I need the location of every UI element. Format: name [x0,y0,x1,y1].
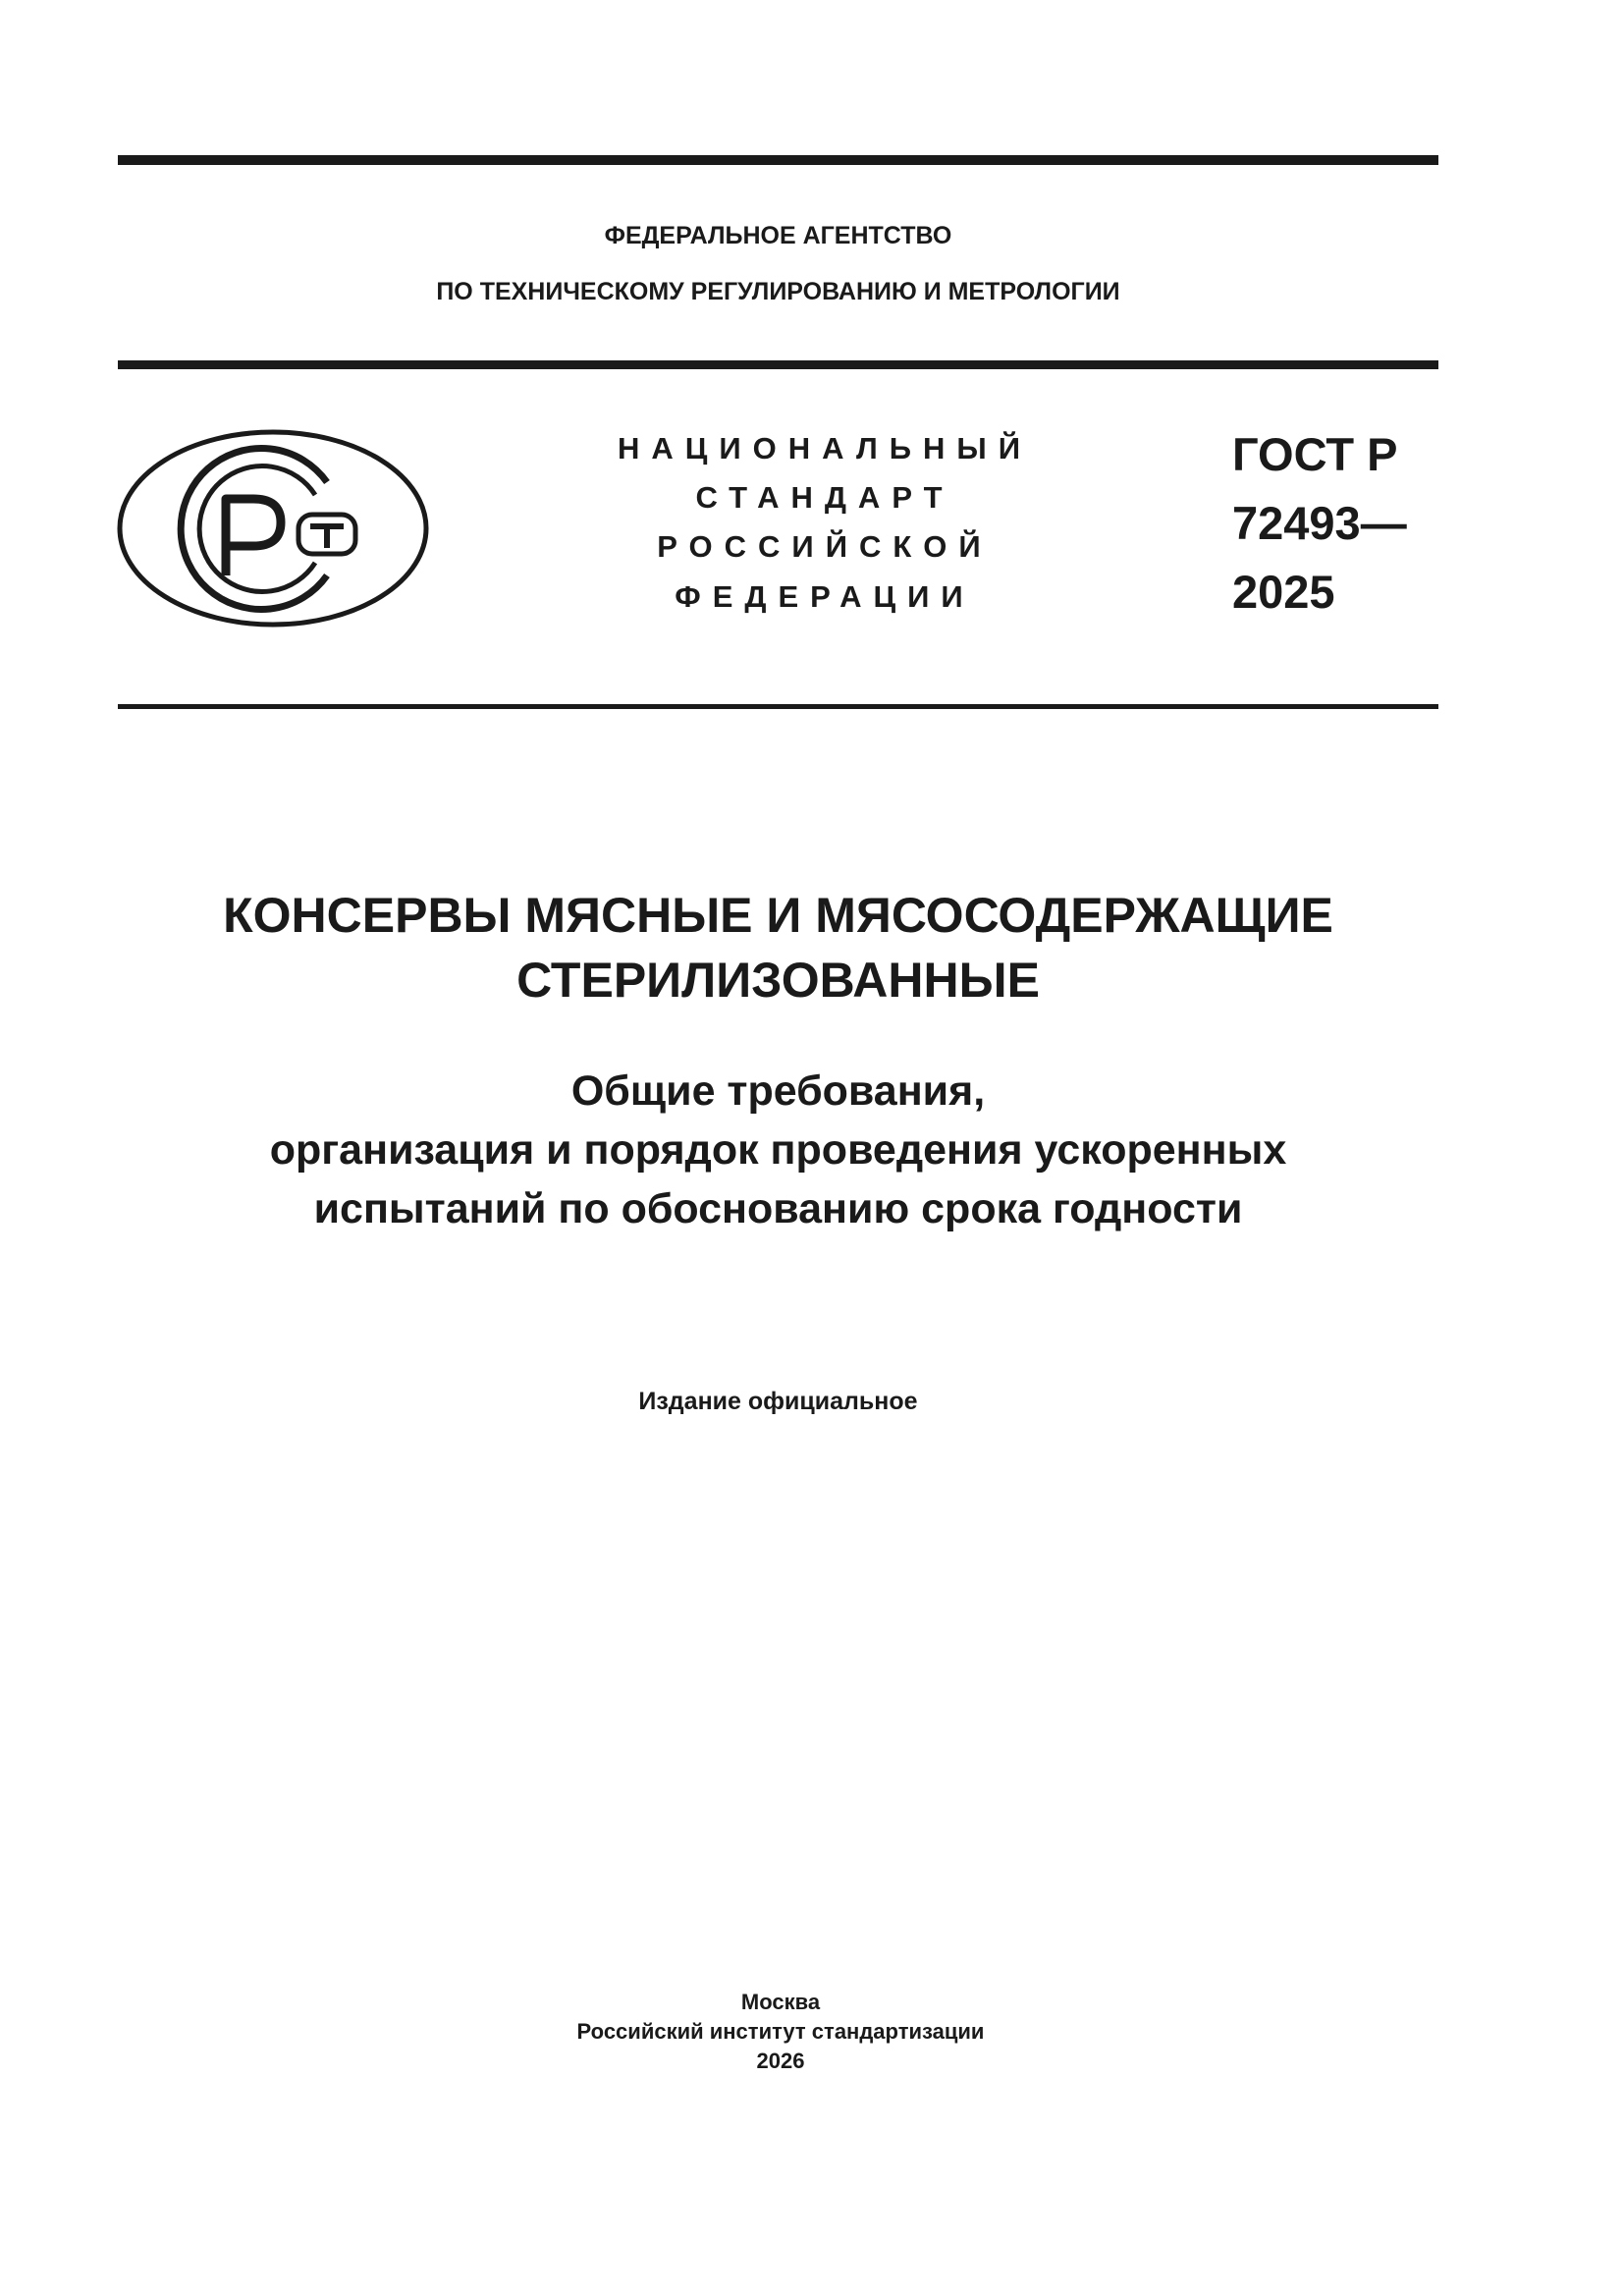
standard-type-line4: ФЕДЕРАЦИИ [675,579,975,614]
top-rule [118,155,1438,165]
designation-line1: ГОСТ Р [1232,428,1398,480]
document-subtitle-line2: организация и порядок проведения ускоренных [269,1126,1287,1174]
bottom-rule [118,704,1438,709]
standard-type-line3: РОССИЙСКОЙ [657,529,993,564]
agency-name-line1: ФЕДЕРАЛЬНОЕ АГЕНТСТВО [604,222,952,249]
document-subtitle-line1: Общие требования, [570,1067,986,1115]
standard-designation [1232,420,1407,627]
edition-label: Издание официальное [638,1388,918,1415]
document-title-line2: СТЕРИЛИЗОВАННЫЕ [516,953,1040,1008]
footer-publisher: Российский институт стандартизации [576,2019,985,2044]
standard-type-line2: СТАНДАРТ [695,480,954,515]
footer-city: Москва [740,1990,821,2014]
document-subtitle-line3: испытаний по обоснованию срока годности [313,1185,1243,1232]
designation-line2: 72493— [1232,497,1407,549]
designation-line3: 2025 [1232,566,1335,618]
standard-type-line1: НАЦИОНАЛЬНЫЙ [617,431,1033,465]
document-title-line1: КОНСЕРВЫ МЯСНЫЕ И МЯСОСОДЕРЖАЩИЕ [223,888,1333,943]
gost-r-emblem-icon [116,428,430,629]
middle-rule [118,360,1438,369]
footer-year: 2026 [756,2049,805,2073]
agency-name-line2: ПО ТЕХНИЧЕСКОМУ РЕГУЛИРОВАНИЮ И МЕТРОЛОГИИ [436,278,1120,305]
